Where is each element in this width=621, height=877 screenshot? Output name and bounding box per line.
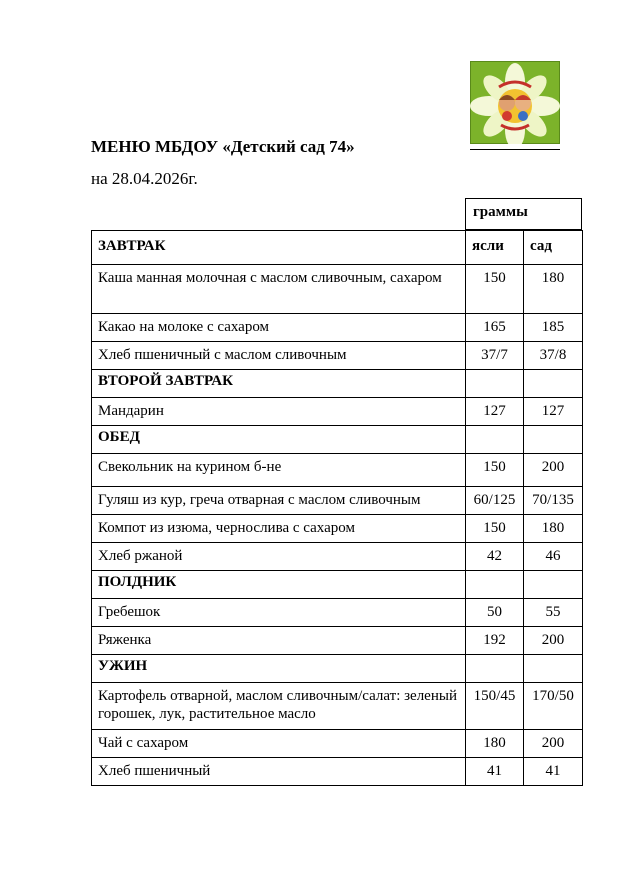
table-row [92, 627, 583, 655]
section-row [92, 655, 583, 683]
nursery-grams: 50 [466, 599, 524, 627]
dish-name: Картофель отварной, маслом сливочным/салат: зеленый горошек, лук, растительное масло [92, 683, 466, 730]
table-row [92, 265, 583, 314]
nursery-grams: 150/45 [466, 683, 524, 730]
section-row [92, 426, 583, 454]
logo-underline [470, 149, 560, 150]
dish-name: Хлеб пшеничный [92, 758, 466, 786]
nursery-grams [466, 426, 524, 454]
section-title: УЖИН [92, 655, 466, 683]
nursery-grams: 42 [466, 543, 524, 571]
nursery-grams: 127 [466, 398, 524, 426]
nursery-grams: 165 [466, 314, 524, 342]
dish-name: Какао на молоке с сахаром [92, 314, 466, 342]
nursery-grams [466, 370, 524, 398]
nursery-grams: 150 [466, 515, 524, 543]
section-title: ВТОРОЙ ЗАВТРАК [92, 370, 466, 398]
kindergarten-logo [470, 61, 560, 144]
section-row [92, 370, 583, 398]
table-row [92, 454, 583, 487]
garden-grams: 70/135 [524, 487, 583, 515]
garden-grams [524, 370, 583, 398]
garden-grams: 37/8 [524, 342, 583, 370]
section-row [92, 571, 583, 599]
garden-grams: 180 [524, 515, 583, 543]
nursery-grams: 180 [466, 730, 524, 758]
nursery-grams [466, 655, 524, 683]
dish-name: Ряженка [92, 627, 466, 655]
dish-name: Компот из изюма, чернослива с сахаром [92, 515, 466, 543]
dish-name: Каша манная молочная с маслом сливочным, сахаром [92, 265, 466, 314]
garden-grams: 55 [524, 599, 583, 627]
dish-name: Свекольник на курином б-не [92, 454, 466, 487]
table-row [92, 758, 583, 786]
table-row [92, 487, 583, 515]
garden-grams: 41 [524, 758, 583, 786]
garden-grams [524, 426, 583, 454]
section-title: ПОЛДНИК [92, 571, 466, 599]
dish-name: Хлеб пшеничный с маслом сливочным [92, 342, 466, 370]
garden-grams: 200 [524, 627, 583, 655]
table-row [92, 342, 583, 370]
nursery-grams: 150 [466, 454, 524, 487]
dish-name: Гуляш из кур, греча отварная с маслом сливочным [92, 487, 466, 515]
dish-name: Хлеб ржаной [92, 543, 466, 571]
table-row [92, 515, 583, 543]
garden-grams: 127 [524, 398, 583, 426]
table-row [92, 314, 583, 342]
dish-name: Чай с сахаром [92, 730, 466, 758]
garden-grams: 200 [524, 454, 583, 487]
table-row [92, 398, 583, 426]
grams-label: граммы [473, 204, 528, 220]
column-garden: сад [524, 231, 583, 265]
nursery-grams: 192 [466, 627, 524, 655]
garden-grams: 46 [524, 543, 583, 571]
table-row [92, 730, 583, 758]
dish-name: Мандарин [92, 398, 466, 426]
nursery-grams: 150 [466, 265, 524, 314]
column-nursery: ясли [466, 231, 524, 265]
nursery-grams: 41 [466, 758, 524, 786]
table-row [92, 683, 583, 730]
garden-grams: 185 [524, 314, 583, 342]
garden-grams: 170/50 [524, 683, 583, 730]
grams-header [465, 198, 582, 230]
table-row [92, 543, 583, 571]
menu-date: на 28.04.2026г. [91, 169, 198, 188]
table-header-row [92, 231, 583, 265]
nursery-grams [466, 571, 524, 599]
page-title: МЕНЮ МБДОУ «Детский сад 74» [91, 137, 355, 156]
menu-table [91, 230, 583, 786]
nursery-grams: 60/125 [466, 487, 524, 515]
garden-grams: 180 [524, 265, 583, 314]
nursery-grams: 37/7 [466, 342, 524, 370]
garden-grams [524, 655, 583, 683]
section-breakfast: ЗАВТРАК [92, 231, 466, 265]
section-title: ОБЕД [92, 426, 466, 454]
table-row [92, 599, 583, 627]
garden-grams [524, 571, 583, 599]
garden-grams: 200 [524, 730, 583, 758]
dish-name: Гребешок [92, 599, 466, 627]
